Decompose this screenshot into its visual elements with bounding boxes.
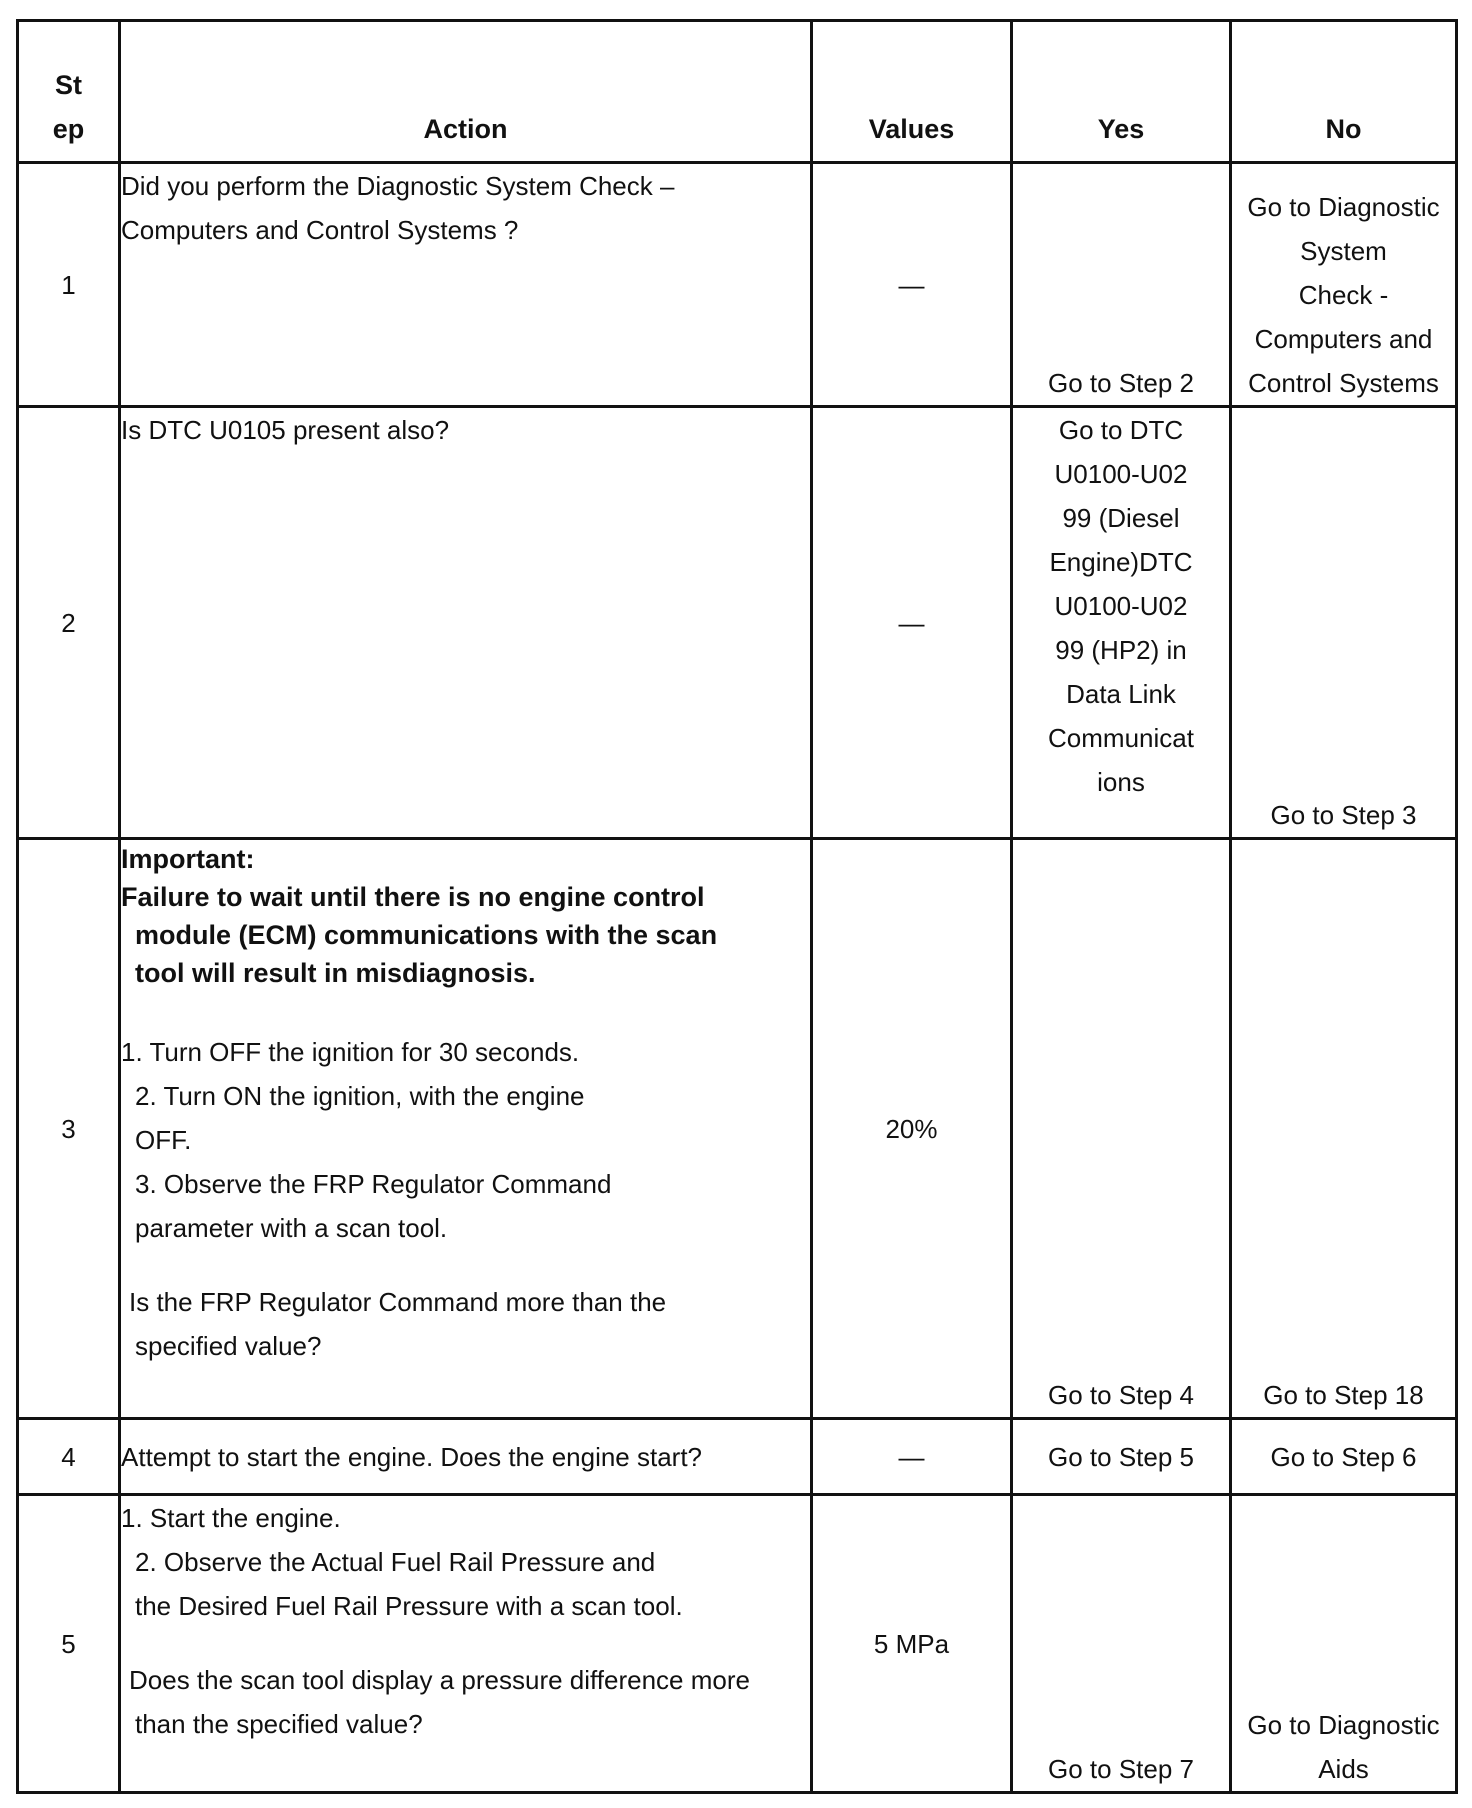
no-cell [1231,163,1457,407]
header-row [18,21,1457,163]
table-row [18,163,1457,407]
yes-cell [1012,1419,1231,1495]
action-line: Did you perform the Diagnostic System Check – [121,171,675,201]
step-number: 3 [18,839,120,1419]
no-cell [1231,1495,1457,1793]
question-text: than the specified value? [135,1709,423,1739]
header-action: Action [120,21,812,163]
procedure-step: 1. Turn OFF the ignition for 30 seconds. [121,1037,580,1067]
important-text: module (ECM) communications with the scan [135,920,718,950]
no-line: Aids [1318,1754,1369,1784]
procedure-step: parameter with a scan tool. [135,1213,448,1243]
table-row [18,839,1457,1419]
procedure-step: OFF. [135,1125,192,1155]
table-row [18,1495,1457,1793]
question-text: Is the FRP Regulator Command more than the [129,1287,667,1317]
yes-line: Go to Step 4 [1048,1380,1194,1410]
no-cell [1231,407,1457,839]
table-row [18,1419,1457,1495]
yes-line: ions [1097,767,1145,797]
table-row [18,407,1457,839]
yes-line: Communicat [1048,723,1194,753]
value-cell: 5 MPa [812,1495,1012,1793]
no-line: System [1300,236,1387,266]
action-cell [120,407,812,839]
value-cell: — [812,407,1012,839]
yes-line: U0100-U02 [1054,591,1188,621]
header-step-line: St [55,70,82,100]
question-text: Does the scan tool display a pressure difference more [129,1665,750,1695]
procedure-step: 2. Observe the Actual Fuel Rail Pressure and [135,1547,656,1577]
step-number: 1 [18,163,120,407]
action-cell [120,1495,812,1793]
step-number: 5 [18,1495,120,1793]
no-line: Computers and [1254,324,1433,354]
yes-line: 99 (Diesel [1062,503,1180,533]
action-cell [120,839,812,1419]
no-line: Go to Step 18 [1263,1380,1424,1410]
important-text: tool will result in misdiagnosis. [135,958,536,988]
action-line: Is DTC U0105 present also? [121,415,450,445]
no-line: Go to Diagnostic [1247,1710,1440,1740]
important-text: Failure to wait until there is no engine control [121,882,705,912]
yes-line: Go to Step 7 [1048,1754,1194,1784]
important-heading: Important: [121,844,255,874]
no-line: Check - [1298,280,1389,310]
yes-line: Go to DTC [1058,415,1184,445]
yes-line: Go to Step 5 [1048,1441,1194,1472]
yes-line: Go to Step 2 [1048,368,1194,398]
no-line: Go to Diagnostic [1247,192,1440,222]
procedure-step: 3. Observe the FRP Regulator Command [135,1169,612,1199]
header-no: No [1231,21,1457,163]
action-cell [120,163,812,407]
yes-cell [1012,1495,1231,1793]
no-line: Control Systems [1248,368,1439,398]
yes-line: U0100-U02 [1054,459,1188,489]
step-number: 4 [18,1419,120,1495]
procedure-step: 2. Turn ON the ignition, with the engine [135,1081,585,1111]
yes-line: Engine)DTC [1049,547,1193,577]
step-number: 2 [18,407,120,839]
procedure-step: the Desired Fuel Rail Pressure with a scan tool. [135,1591,683,1621]
no-cell [1231,1419,1457,1495]
diagnostic-table [16,19,1458,1794]
value-cell: — [812,163,1012,407]
yes-line: Data Link [1066,679,1176,709]
procedure-step: 1. Start the engine. [121,1503,341,1533]
no-line: Go to Step 6 [1270,1441,1417,1472]
value-cell: 20% [812,839,1012,1419]
yes-cell [1012,407,1231,839]
header-step-line: ep [52,114,85,144]
yes-cell [1012,839,1231,1419]
header-values: Values [812,21,1012,163]
header-step [18,21,120,163]
value-cell: — [812,1419,1012,1495]
yes-line: 99 (HP2) in [1055,635,1187,665]
header-yes: Yes [1012,21,1231,163]
question-text: specified value? [135,1331,322,1361]
action-cell [120,1419,812,1495]
no-line: Go to Step 3 [1270,800,1417,830]
action-line: Attempt to start the engine. Does the engine start? [121,1441,703,1472]
yes-cell [1012,163,1231,407]
no-cell [1231,839,1457,1419]
action-line: Computers and Control Systems ? [121,215,519,245]
